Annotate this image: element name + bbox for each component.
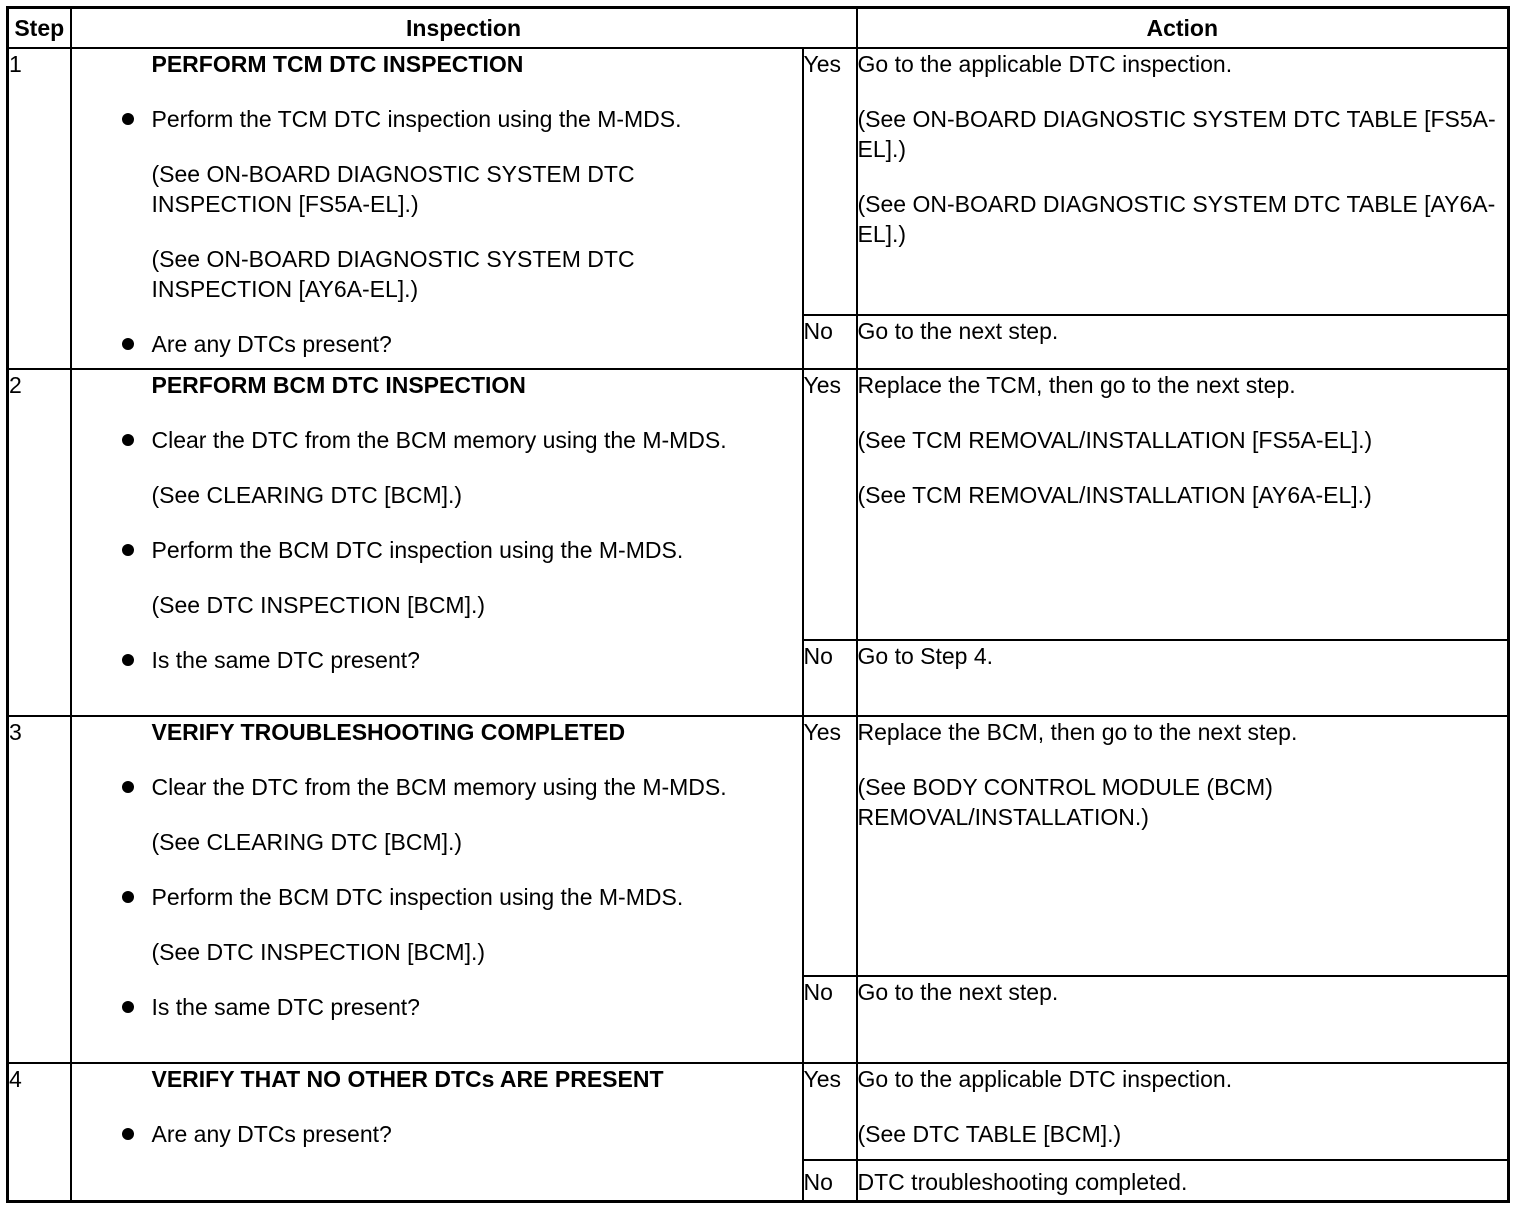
step-2-inspection [71, 369, 803, 716]
yes-label: Yes [803, 1063, 857, 1160]
step-number: 2 [8, 369, 71, 716]
bullet-icon [122, 1001, 134, 1013]
action-column-header: Action [857, 8, 1509, 49]
no-action: Go to the next step. [857, 976, 1509, 1063]
step-title: PERFORM TCM DTC INSPECTION [151, 51, 524, 77]
inspection-line: Perform the TCM DTC inspection using the M-MDS. [72, 104, 802, 134]
inspection-line: (See ON-BOARD DIAGNOSTIC SYSTEM DTC INSPECTION [FS5A-EL].) [151, 161, 635, 217]
no-label: No [803, 1160, 857, 1201]
yes-label: Yes [803, 716, 857, 976]
no-action: Go to the next step. [857, 315, 1509, 369]
no-action: DTC troubleshooting completed. [857, 1160, 1509, 1201]
step-3-yes-row [8, 716, 1509, 976]
inspection-line: Is the same DTC present? [72, 992, 802, 1022]
step-number: 1 [8, 48, 71, 369]
inspection-line: (See CLEARING DTC [BCM].) [151, 482, 463, 508]
bullet-icon [122, 781, 134, 793]
step-title-line [72, 370, 802, 400]
inspection-column-header: Inspection [71, 8, 857, 49]
bullet-icon [122, 434, 134, 446]
yes-action: Go to the applicable DTC inspection. (See DTC TABLE [BCM].) [857, 1063, 1509, 1160]
step-title: PERFORM BCM DTC INSPECTION [151, 372, 526, 398]
no-label: No [803, 976, 857, 1063]
step-title-line [72, 717, 802, 747]
step-title: VERIFY TROUBLESHOOTING COMPLETED [151, 719, 626, 745]
step-1-inspection [71, 48, 803, 369]
no-label: No [803, 315, 857, 369]
step-title-line [72, 1064, 802, 1094]
step-number: 3 [8, 716, 71, 1063]
step-number: 4 [8, 1063, 71, 1201]
bullet-icon [122, 1128, 134, 1140]
step-4-inspection [71, 1063, 803, 1201]
yes-action: Replace the BCM, then go to the next step. (See BODY CONTROL MODULE (BCM) REMOVAL/INSTALLATION.) [857, 716, 1509, 976]
yes-label: Yes [803, 48, 857, 315]
bullet-icon [122, 338, 134, 350]
table-header-row [8, 8, 1509, 49]
inspection-line: (See DTC INSPECTION [BCM].) [151, 592, 486, 618]
step-1-yes-row [8, 48, 1509, 315]
inspection-line: (See CLEARING DTC [BCM].) [151, 829, 463, 855]
inspection-line: (See ON-BOARD DIAGNOSTIC SYSTEM DTC INSPECTION [AY6A-EL].) [151, 246, 635, 302]
inspection-line: Are any DTCs present? [72, 1119, 802, 1149]
inspection-line: Clear the DTC from the BCM memory using the M-MDS. [72, 425, 802, 455]
step-4-yes-row [8, 1063, 1509, 1160]
inspection-line: Perform the BCM DTC inspection using the M-MDS. [72, 882, 802, 912]
bullet-icon [122, 113, 134, 125]
inspection-line: (See DTC INSPECTION [BCM].) [151, 939, 486, 965]
inspection-line: Are any DTCs present? [72, 329, 802, 359]
step-2-yes-row [8, 369, 1509, 640]
yes-action: Go to the applicable DTC inspection. (See ON-BOARD DIAGNOSTIC SYSTEM DTC TABLE [FS5A-EL].) (See ON-BOARD DIAGNOSTIC SYSTEM DTC TABLE [AY6A-EL].) [857, 48, 1509, 315]
inspection-line: Clear the DTC from the BCM memory using the M-MDS. [72, 772, 802, 802]
yes-action: Replace the TCM, then go to the next step. (See TCM REMOVAL/INSTALLATION [FS5A-EL].) (See TCM REMOVAL/INSTALLATION [AY6A-EL].) [857, 369, 1509, 640]
inspection-line: Perform the BCM DTC inspection using the M-MDS. [72, 535, 802, 565]
step-column-header: Step [8, 8, 71, 49]
dtc-troubleshooting-table [6, 6, 1510, 1203]
no-action: Go to Step 4. [857, 640, 1509, 716]
bullet-icon [122, 654, 134, 666]
bullet-icon [122, 891, 134, 903]
bullet-icon [122, 544, 134, 556]
inspection-line: Is the same DTC present? [72, 645, 802, 675]
step-title: VERIFY THAT NO OTHER DTCs ARE PRESENT [151, 1066, 664, 1092]
step-3-inspection [71, 716, 803, 1063]
no-label: No [803, 640, 857, 716]
yes-label: Yes [803, 369, 857, 640]
step-title-line [72, 49, 802, 79]
